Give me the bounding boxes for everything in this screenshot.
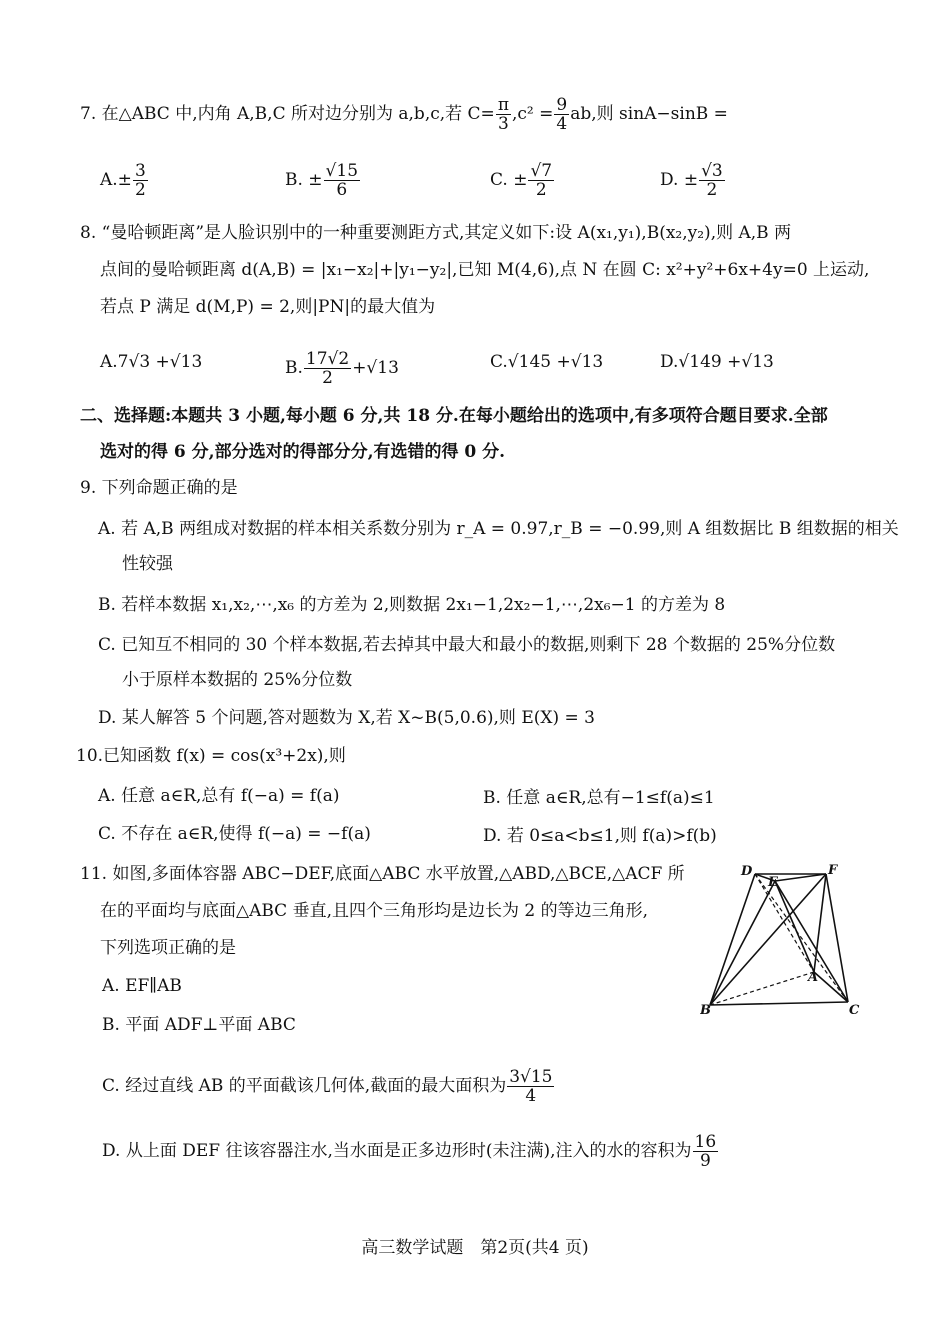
q9-option-c-cont: 小于原样本数据的 25%分位数 (122, 670, 353, 690)
frac-den: 2 (535, 180, 547, 200)
vertex-label-a: A (808, 970, 819, 985)
q11-line-1: 11. 如图,多面体容器 ABC−DEF,底面△ABC 水平放置,△ABD,△BCE,△ACF 所 (80, 864, 685, 884)
opt-prefix: D. 从上面 DEF 往该容器注水,当水面是正多边形时(未注满),注入的水的容积为 (102, 1141, 692, 1161)
q7-option-b (285, 162, 361, 199)
q8-opt-b-frac (304, 350, 351, 387)
q9-option-b: B. 若样本数据 x₁,x₂,⋯,x₆ 的方差为 2,则数据 2x₁−1,2x₂−1,⋯,2x₆−1 的方差为 8 (98, 595, 726, 615)
frac-num: 16 (694, 1132, 717, 1152)
q8-option-c: C.√145 +√13 (490, 352, 604, 372)
edge-FA (814, 874, 826, 972)
q9-option-c: C. 已知互不相同的 30 个样本数据,若去掉其中最大和最小的数据,则剩下 28 个数据的 25%分位数 (98, 635, 836, 655)
edge-BC (710, 1002, 848, 1005)
q11-opt-d-frac (693, 1133, 719, 1170)
q8-option-a: A.7√3 +√13 (100, 352, 203, 372)
q10-stem: 10.已知函数 f(x) = cos(x³+2x),则 (76, 746, 346, 766)
q11-option-a: A. EF∥AB (102, 976, 182, 996)
q10-option-b: B. 任意 a∈R,总有−1≤f(a)≤1 (483, 788, 715, 808)
frac-den: 6 (336, 180, 348, 200)
q11-option-b: B. 平面 ADF⊥平面 ABC (102, 1015, 296, 1035)
q7-stem-part: ab,则 sinA−sinB = (570, 104, 728, 124)
frac-num: 9 (556, 95, 568, 115)
q9-option-d: D. 某人解答 5 个问题,答对题数为 X,若 X~B(5,0.6),则 E(X) = 3 (98, 708, 595, 728)
edge-DA (755, 874, 814, 972)
q8-line-3: 若点 P 满足 d(M,P) = 2,则|PN|的最大值为 (100, 297, 436, 317)
q8-option-d: D.√149 +√13 (660, 352, 774, 372)
q9-stem: 9. 下列命题正确的是 (80, 478, 238, 498)
opt-prefix: A.± (100, 170, 132, 190)
vertex-label-c: C (849, 1003, 860, 1018)
q11-line-3: 下列选项正确的是 (100, 938, 236, 958)
q11-line-2: 在的平面均与底面△ABC 垂直,且四个三角形均是边长为 2 的等边三角形, (100, 901, 648, 921)
solid-edges (710, 874, 848, 1005)
vertex-label-e: E (768, 875, 778, 890)
q7-stem-part: 7. 在△ABC 中,内角 A,B,C 所对边分别为 a,b,c,若 C= (80, 104, 495, 124)
section-2-instructions: 选对的得 6 分,部分选对的得部分分,有选错的得 0 分. (100, 442, 506, 462)
frac-den: 4 (525, 1086, 537, 1106)
section-2-heading: 二、选择题:本题共 3 小题,每小题 6 分,共 18 分.在每小题给出的选项中,有多项符合题目要求.全部 (80, 406, 828, 426)
q10-option-a: A. 任意 a∈R,总有 f(−a) = f(a) (98, 786, 340, 806)
edge-DB (710, 874, 755, 1005)
q7-opt-b-frac (324, 162, 360, 199)
polyhedron-figure (700, 862, 870, 1022)
vertex-label-b: B (700, 1003, 711, 1018)
q11-option-c (102, 1068, 555, 1105)
frac-den: 9 (699, 1151, 711, 1171)
q8-option-b (285, 350, 399, 387)
q7-opt-c-frac (528, 162, 554, 199)
q11-option-d (102, 1133, 719, 1170)
edge-EF (775, 874, 826, 881)
q10-option-d: D. 若 0≤a<b≤1,则 f(a)>f(b) (483, 826, 717, 846)
hidden-edges (710, 874, 848, 1005)
frac-den: 3 (497, 114, 509, 134)
q11-opt-c-frac (507, 1068, 554, 1105)
frac-num: 3√15 (509, 1067, 553, 1087)
opt-suffix: +√13 (352, 358, 399, 378)
opt-prefix: B. ± (285, 170, 323, 190)
q7-frac-c (496, 96, 511, 133)
q7-opt-d-frac (699, 162, 725, 199)
q7-stem-part: ,c² = (512, 104, 554, 124)
opt-prefix: C. 经过直线 AB 的平面截该几何体,截面的最大面积为 (102, 1076, 507, 1096)
frac-num: 17√2 (305, 349, 350, 369)
q7-option-d (660, 162, 726, 199)
q9-option-a: A. 若 A,B 两组成对数据的样本相关系数分别为 r_A = 0.97,r_B = −0.99,则 A 组数据比 B 组数据的相关 (98, 519, 899, 539)
q7-opt-a-frac (133, 162, 148, 199)
frac-den: 2 (706, 180, 718, 200)
q7-stem (80, 96, 728, 133)
frac-num: π (497, 95, 509, 115)
vertex-label-d: D (741, 864, 753, 879)
q8-line-1: 8. “曼哈顿距离”是人脸识别中的一种重要测距方式,其定义如下:设 A(x₁,y₁),B(x₂,y₂),则 A,B 两 (80, 223, 792, 243)
q7-option-a (100, 162, 149, 199)
frac-den: 4 (556, 114, 568, 134)
frac-num: √15 (325, 161, 359, 181)
frac-den: 2 (322, 368, 333, 388)
opt-prefix: B. (285, 358, 303, 378)
vertex-label-f: F (828, 863, 838, 878)
frac-num: √3 (701, 161, 723, 181)
frac-num: √7 (530, 161, 553, 181)
frac-den: 2 (134, 180, 146, 200)
frac-num: 3 (134, 161, 146, 181)
page-footer: 高三数学试题 第2页(共4 页) (361, 1238, 589, 1258)
opt-prefix: D. ± (660, 170, 699, 190)
opt-prefix: C. ± (490, 170, 528, 190)
q7-option-c (490, 162, 555, 199)
q9-option-a-cont: 性较强 (122, 554, 173, 574)
q8-line-2: 点间的曼哈顿距离 d(A,B) = |x₁−x₂|+|y₁−y₂|,已知 M(4,6),点 N 在圆 C: x²+y²+6x+4y=0 上运动, (100, 260, 870, 280)
q7-frac-k (554, 96, 569, 133)
q10-option-c: C. 不存在 a∈R,使得 f(−a) = −f(a) (98, 824, 371, 844)
